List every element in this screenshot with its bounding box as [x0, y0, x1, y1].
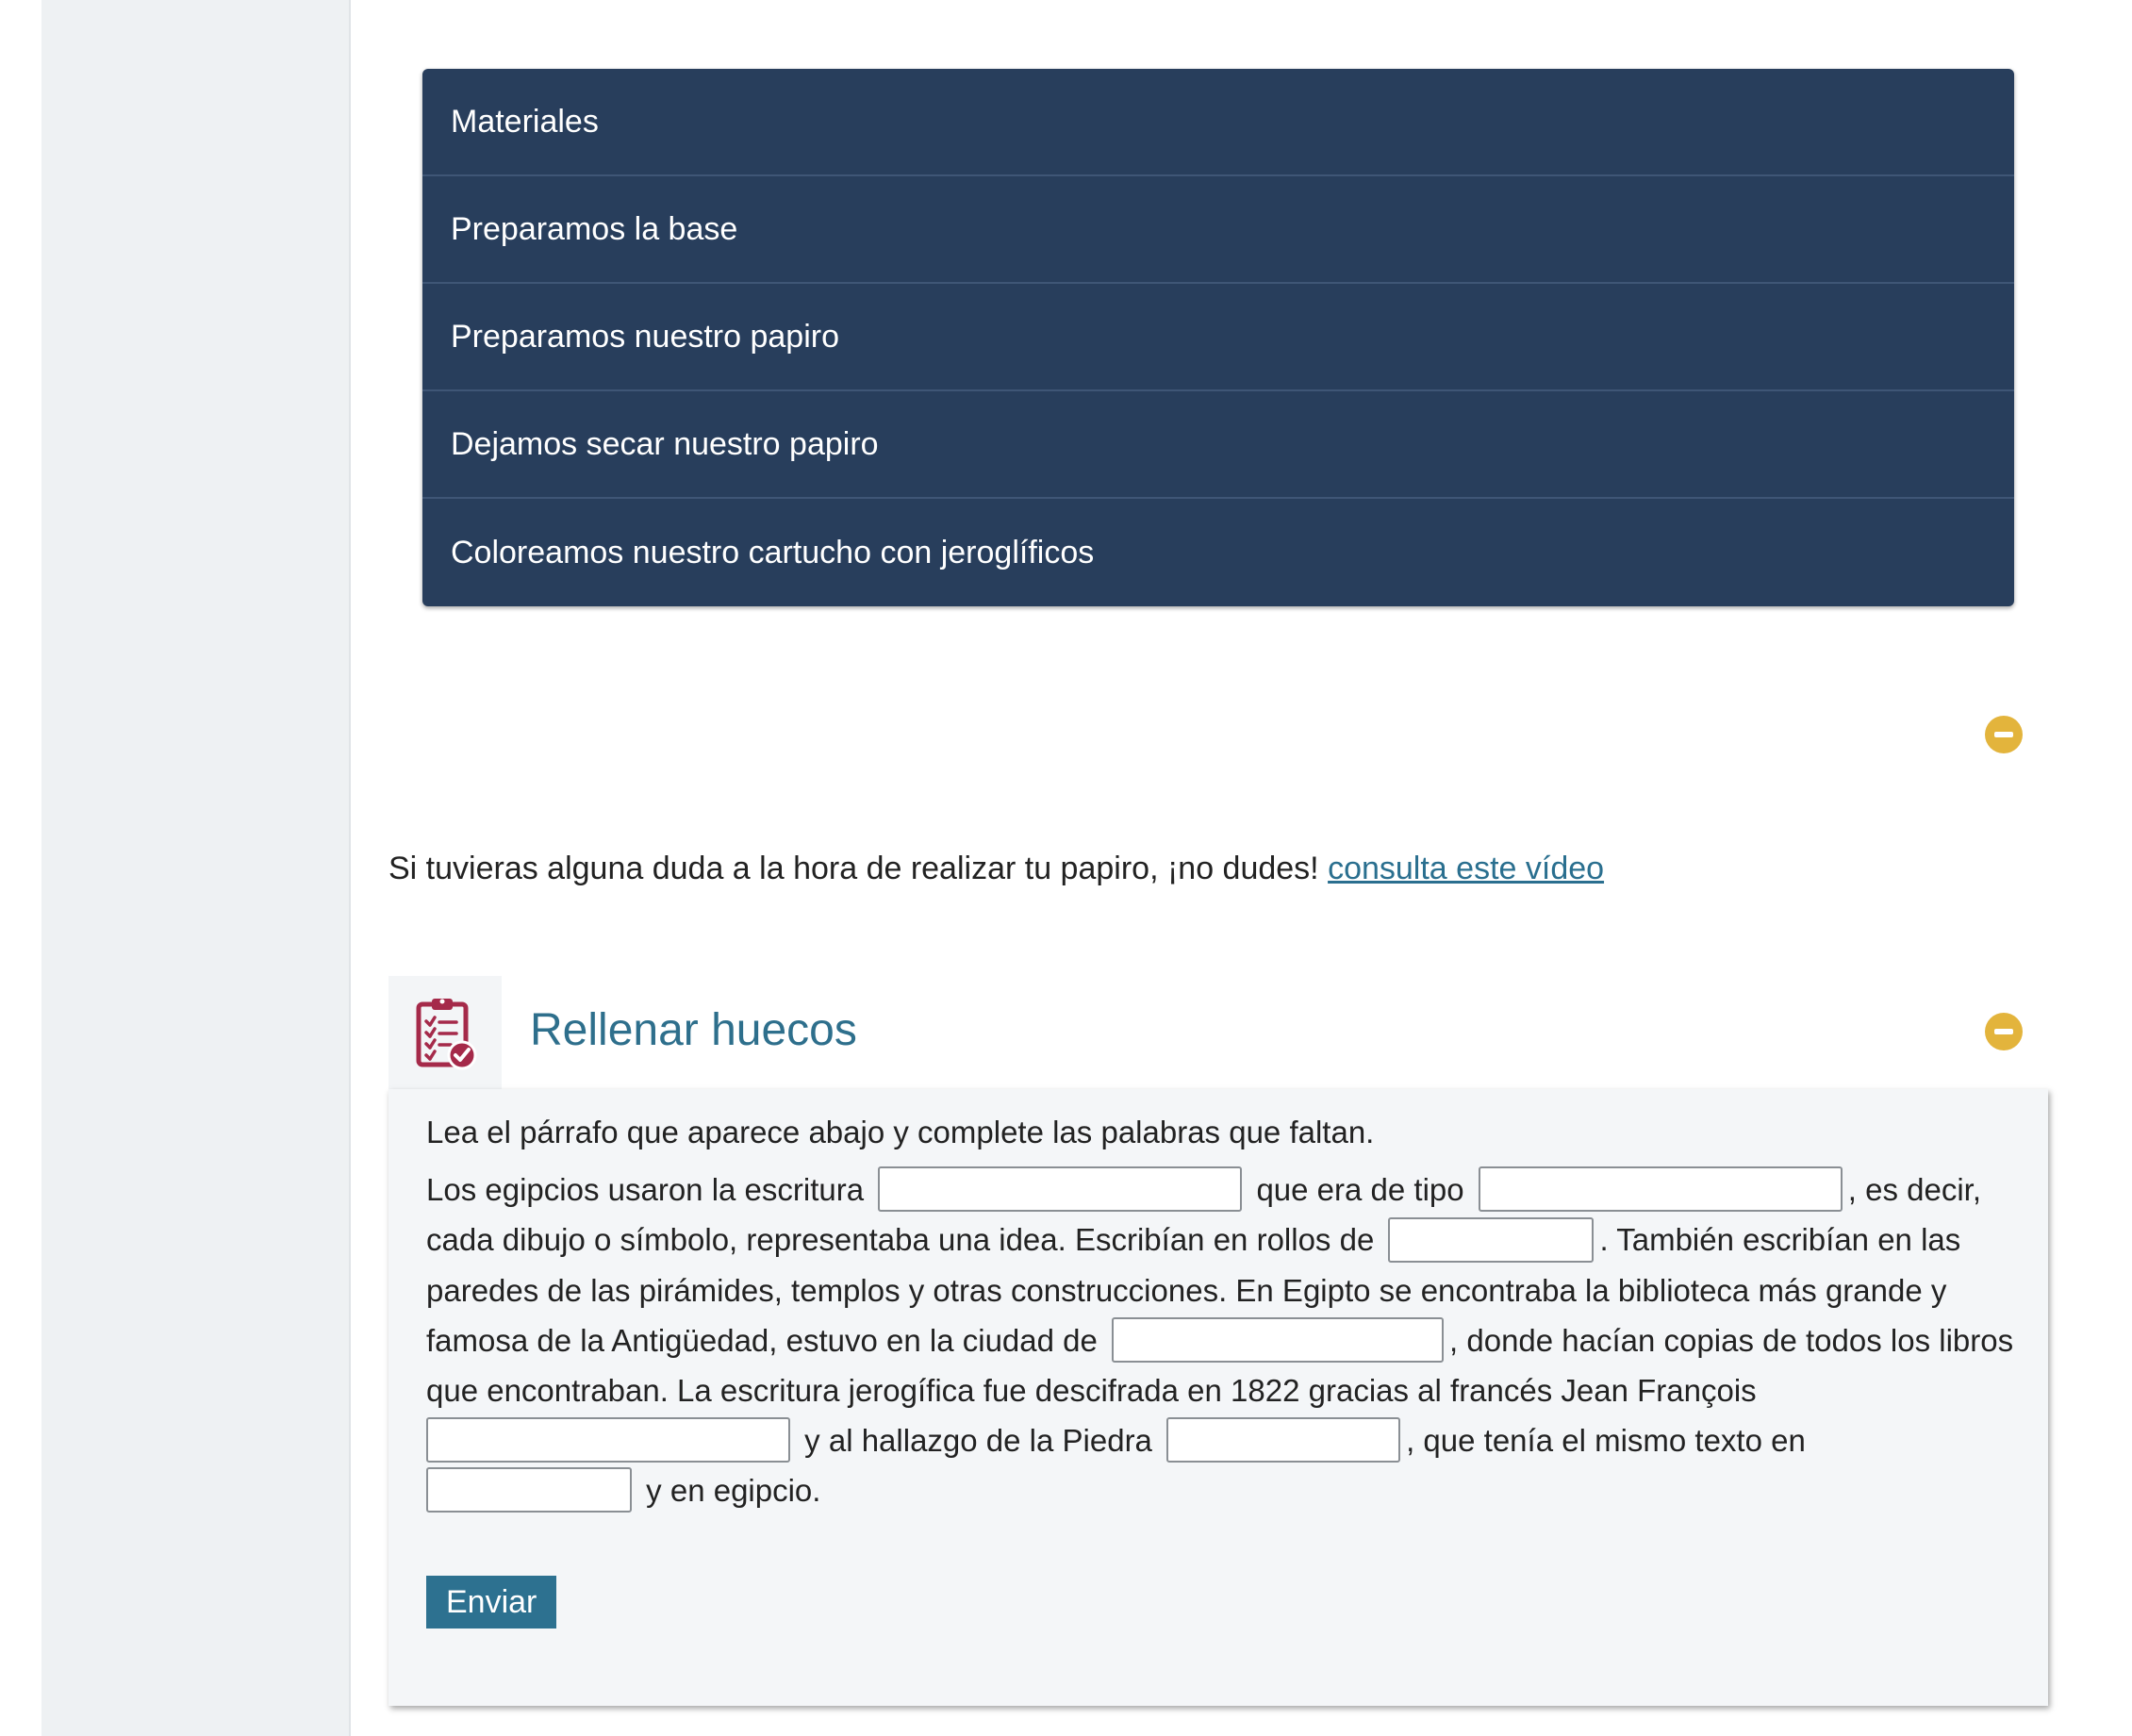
gap-input-7[interactable]	[426, 1467, 632, 1513]
cloze-text: y al hallazgo de la Piedra	[804, 1422, 1152, 1458]
fill-in-the-blanks-activity	[388, 1089, 2048, 1706]
cloze-paragraph	[426, 1165, 2020, 1515]
help-text: Si tuvieras alguna duda a la hora de realizar tu papiro, ¡no dudes!	[388, 851, 1329, 886]
accordion-item-preparamos-papiro[interactable]: Preparamos nuestro papiro	[422, 284, 2014, 391]
cloze-text: que era de tipo	[1256, 1172, 1464, 1207]
gap-input-6[interactable]	[1166, 1417, 1400, 1463]
cloze-text: y en egipcio.	[646, 1473, 821, 1509]
gap-input-4[interactable]	[1112, 1317, 1444, 1363]
cloze-text: , donde hacían copias de todos los libros que encontraban. La escritura jerogífica fue descifrada en 1822 gracias al francés Jean François	[426, 1322, 2014, 1408]
video-help-text	[388, 851, 1604, 887]
activity-title: Rellenar huecos	[530, 1005, 857, 1055]
collapse-activity-button[interactable]	[1985, 1013, 2023, 1050]
cloze-text: , es decir, cada dibujo o símbolo, representaba una idea. Escribían en rollos de	[426, 1172, 1982, 1258]
submit-button[interactable]: Enviar	[426, 1576, 556, 1629]
activity-instructions: Lea el párrafo que aparece abajo y complete las palabras que faltan.	[426, 1115, 1375, 1149]
cloze-text: Los egipcios usaron la escritura	[426, 1172, 865, 1207]
collapse-section-button[interactable]	[1985, 716, 2023, 753]
left-sidebar	[41, 0, 351, 1736]
accordion-item-dejamos-secar[interactable]: Dejamos secar nuestro papiro	[422, 391, 2014, 499]
gap-input-2[interactable]	[1479, 1166, 1843, 1212]
video-link[interactable]: consulta este vídeo	[1328, 851, 1605, 886]
gap-input-1[interactable]	[878, 1166, 1242, 1212]
activity-icon-box	[388, 976, 502, 1089]
accordion-item-preparamos-base[interactable]: Preparamos la base	[422, 176, 2014, 284]
accordion-item-materiales[interactable]: Materiales	[422, 69, 2014, 176]
gap-input-5[interactable]	[426, 1417, 790, 1463]
accordion-item-coloreamos-cartucho[interactable]: Coloreamos nuestro cartucho con jeroglíficos	[451, 534, 1095, 570]
cloze-text: , que tenía el mismo texto en	[1406, 1422, 1806, 1458]
gap-input-3[interactable]	[1388, 1217, 1594, 1263]
clipboard-check-icon	[415, 997, 477, 1070]
steps-accordion	[422, 69, 2014, 606]
cloze-text: . También escribían en las paredes de las pirámides, templos y otras construcciones. En Egipto se encontraba la biblioteca más grande y famosa de la Antigüedad, estuvo en la ciudad de	[426, 1222, 1961, 1358]
